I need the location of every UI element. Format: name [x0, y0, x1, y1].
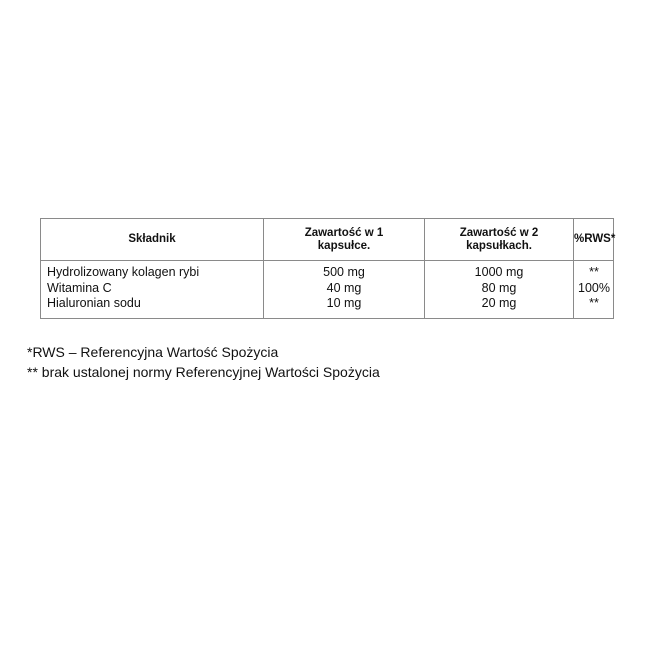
table-cell-ingredient: Witamina C [47, 280, 112, 295]
header-per-2-line1: Zawartość w 2 [459, 226, 539, 239]
footnote-no-norm: ** brak ustalonej normy Referencyjnej Wartości Spożycia [27, 364, 380, 380]
header-per-2-line2: kapsułkach. [466, 239, 532, 252]
table-cell-ingredient: Hialuronian sodu [47, 296, 141, 310]
footnotes [27, 342, 380, 382]
table-cell-ingredient: Hydrolizowany kolagen rybi [47, 265, 200, 279]
table-cell-per-2: 1000 mg [474, 265, 524, 279]
table-cell-per-2: 20 mg [481, 296, 517, 310]
header-rws: %RWS* [574, 233, 616, 245]
table-header-row [41, 219, 616, 261]
header-per-1-line1: Zawartość w 1 [304, 226, 384, 239]
footnote-rws-definition: *RWS – Referencyjna Wartość Spożycia [27, 344, 279, 360]
per-2-column [425, 265, 573, 312]
table-cell-rws: ** [589, 296, 599, 310]
per-1-column [264, 265, 424, 312]
table-cell-rws: ** [589, 265, 599, 279]
header-per-1-line2: kapsułce. [317, 239, 371, 252]
table-cell-per-1: 10 mg [326, 296, 362, 310]
table-cell-per-1: 40 mg [326, 280, 362, 295]
table-cell-per-2: 80 mg [481, 280, 517, 295]
header-per-2-capsules [425, 219, 573, 260]
ingredient-column [47, 265, 261, 312]
rws-column [574, 265, 614, 312]
nutrition-table [40, 218, 614, 319]
table-cell-per-1: 500 mg [323, 265, 365, 279]
header-ingredient: Składnik [128, 233, 176, 245]
header-per-1-capsule [264, 219, 424, 260]
table-cell-rws: 100% [578, 280, 610, 295]
